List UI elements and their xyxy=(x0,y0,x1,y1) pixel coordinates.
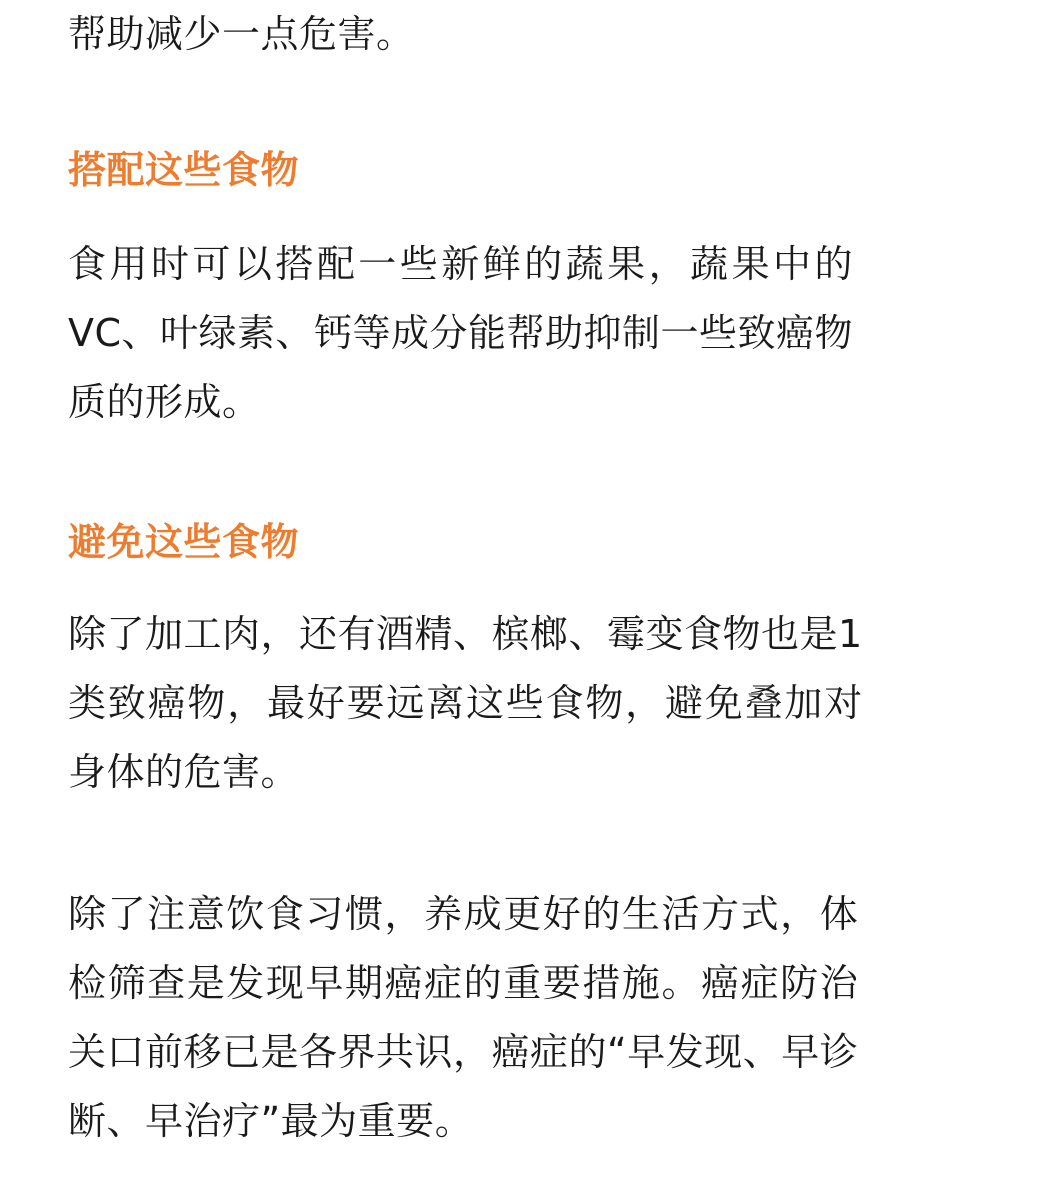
paragraph-line: 食用时可以搭配一些新鲜的蔬果，蔬果中的 xyxy=(68,242,854,286)
paragraph-line: VC、叶绿素、钙等成分能帮助抑制一些致癌物 xyxy=(68,311,854,355)
closing-paragraph xyxy=(68,880,858,1156)
paragraph-line: 身体的危害。 xyxy=(68,750,300,794)
section-heading-avoid-foods: 避免这些食物 xyxy=(68,520,300,564)
paragraph-line: 除了加工肉，还有酒精、槟榔、霉变食物也是1 xyxy=(68,612,863,656)
paragraph-line: 帮助减少一点危害。 xyxy=(68,12,415,56)
intro-paragraph-tail xyxy=(68,0,415,69)
paragraph-line: 除了注意饮食习惯，养成更好的生活方式，体 xyxy=(68,892,859,936)
combine-foods-paragraph xyxy=(68,230,853,437)
paragraph-line: 关口前移已是各界共识，癌症的“早发现、早诊 xyxy=(68,1030,859,1074)
paragraph-line: 类致癌物，最好要远离这些食物，避免叠加对 xyxy=(68,681,863,725)
paragraph-line: 断、早治疗”最为重要。 xyxy=(68,1099,474,1143)
section-heading-combine-foods: 搭配这些食物 xyxy=(68,148,300,192)
paragraph-line: 检筛查是发现早期癌症的重要措施。癌症防治 xyxy=(68,961,859,1005)
avoid-foods-paragraph xyxy=(68,600,863,807)
paragraph-line: 质的形成。 xyxy=(68,380,261,424)
